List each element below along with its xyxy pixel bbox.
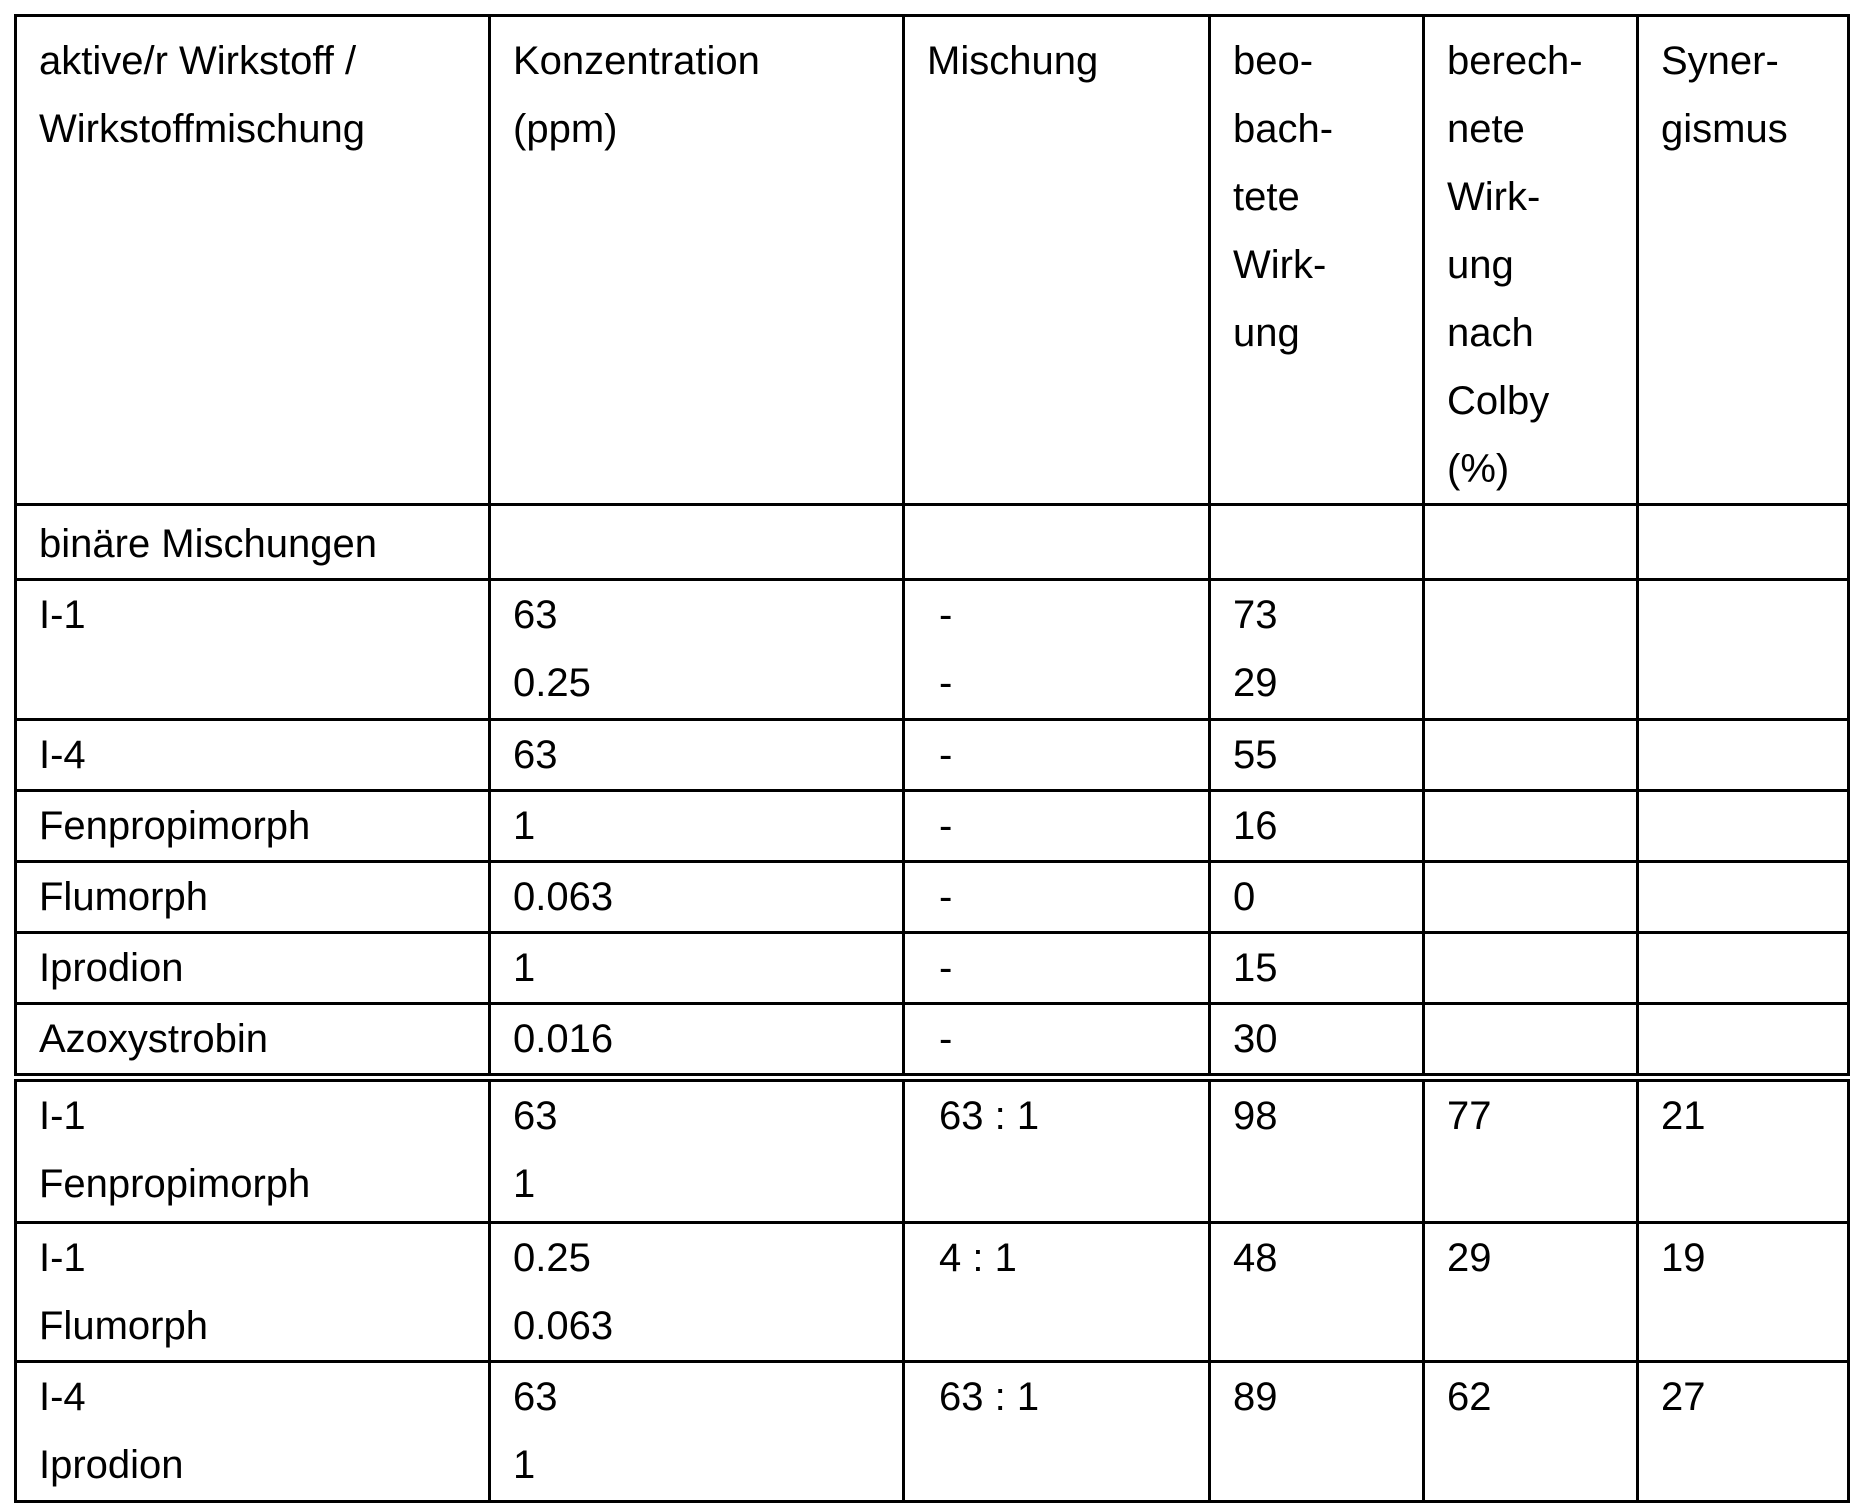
table-cell: Flumorph xyxy=(16,862,490,933)
table-cell: 63 0.25 xyxy=(490,580,904,720)
table-cell: 0 xyxy=(1210,862,1424,933)
table-cell: 63 : 1 xyxy=(904,1362,1210,1502)
empty-cell xyxy=(904,505,1210,580)
table-cell xyxy=(1638,1004,1849,1078)
table-cell: I-1 Fenpropimorph xyxy=(16,1078,490,1223)
table-row xyxy=(16,1004,1849,1078)
table-cell: 19 xyxy=(1638,1223,1849,1362)
header-cell: beo- bach- tete Wirk- ung xyxy=(1210,16,1424,505)
table-cell: 0.016 xyxy=(490,1004,904,1078)
table-cell: 1 xyxy=(490,933,904,1004)
table-cell: I-1 Flumorph xyxy=(16,1223,490,1362)
table-cell xyxy=(1638,720,1849,791)
table-cell xyxy=(1638,791,1849,862)
table-cell: Azoxystrobin xyxy=(16,1004,490,1078)
table-cell: Fenpropimorph xyxy=(16,791,490,862)
table-cell: 77 xyxy=(1424,1078,1638,1223)
table-cell: - xyxy=(904,862,1210,933)
empty-cell xyxy=(1210,505,1424,580)
table-cell: 0.25 0.063 xyxy=(490,1223,904,1362)
table-cell: 48 xyxy=(1210,1223,1424,1362)
table-cell: 62 xyxy=(1424,1362,1638,1502)
header-cell: berech- nete Wirk- ung nach Colby (%) xyxy=(1424,16,1638,505)
header-cell: Konzentration (ppm) xyxy=(490,16,904,505)
table-cell xyxy=(1424,791,1638,862)
table-cell: 1 xyxy=(490,791,904,862)
table-row xyxy=(16,862,1849,933)
table-cell xyxy=(1424,1004,1638,1078)
table-row xyxy=(16,720,1849,791)
section-row xyxy=(16,505,1849,580)
table-row xyxy=(16,933,1849,1004)
table-cell: 21 xyxy=(1638,1078,1849,1223)
empty-cell xyxy=(490,505,904,580)
table-cell: 98 xyxy=(1210,1078,1424,1223)
section-label: binäre Mischungen xyxy=(16,505,490,580)
table-cell xyxy=(1638,933,1849,1004)
empty-cell xyxy=(1424,505,1638,580)
table-cell: 4 : 1 xyxy=(904,1223,1210,1362)
table-cell xyxy=(1424,720,1638,791)
table-cell: 15 xyxy=(1210,933,1424,1004)
table-cell: I-4 xyxy=(16,720,490,791)
header-cell: Mischung xyxy=(904,16,1210,505)
table-cell: - xyxy=(904,1004,1210,1078)
table-cell xyxy=(1424,933,1638,1004)
table-cell: I-1 xyxy=(16,580,490,720)
results-table xyxy=(14,14,1850,1503)
table-cell: 29 xyxy=(1424,1223,1638,1362)
empty-cell xyxy=(1638,505,1849,580)
table-cell: - - xyxy=(904,580,1210,720)
header-cell: Syner- gismus xyxy=(1638,16,1849,505)
header-cell: aktive/r Wirkstoff / Wirkstoffmischung xyxy=(16,16,490,505)
header-row xyxy=(16,16,1849,505)
table-cell: 55 xyxy=(1210,720,1424,791)
table-row xyxy=(16,1078,1849,1223)
table-cell: Iprodion xyxy=(16,933,490,1004)
table-row xyxy=(16,791,1849,862)
table-cell: 73 29 xyxy=(1210,580,1424,720)
table-cell: 16 xyxy=(1210,791,1424,862)
table-cell: - xyxy=(904,720,1210,791)
table-cell xyxy=(1424,862,1638,933)
table-row xyxy=(16,580,1849,720)
table-cell: 27 xyxy=(1638,1362,1849,1502)
table-cell: 0.063 xyxy=(490,862,904,933)
table-cell: 63 xyxy=(490,720,904,791)
table-cell: 63 1 xyxy=(490,1078,904,1223)
table-cell: - xyxy=(904,791,1210,862)
table-row xyxy=(16,1362,1849,1502)
table-cell xyxy=(1638,580,1849,720)
table-cell: 89 xyxy=(1210,1362,1424,1502)
table-cell: 63 1 xyxy=(490,1362,904,1502)
table-cell: 30 xyxy=(1210,1004,1424,1078)
table-cell xyxy=(1638,862,1849,933)
table-row xyxy=(16,1223,1849,1362)
table-cell xyxy=(1424,580,1638,720)
table-cell: 63 : 1 xyxy=(904,1078,1210,1223)
table-cell: I-4 Iprodion xyxy=(16,1362,490,1502)
table-cell: - xyxy=(904,933,1210,1004)
